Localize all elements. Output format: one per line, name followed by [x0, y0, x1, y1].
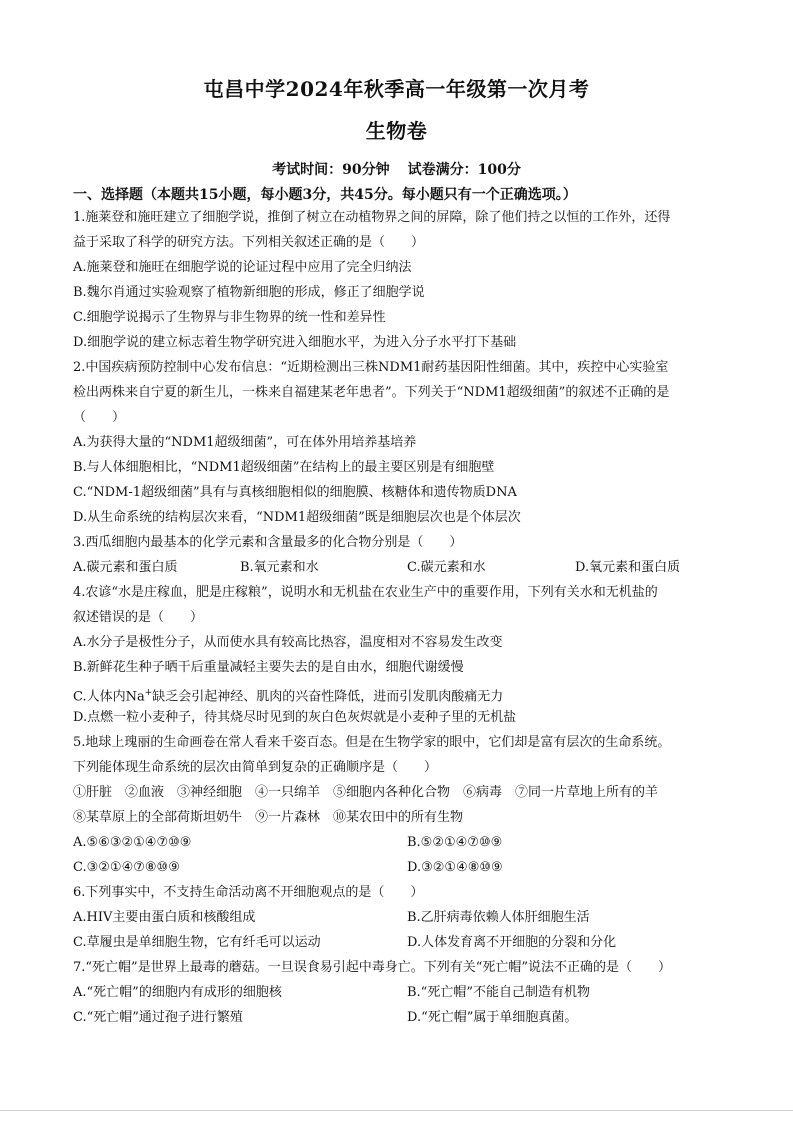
question-1-option-a: A.施莱登和施旺在细胞学说的论证过程中应用了完全归纳法: [73, 260, 412, 275]
exam-time: 考试时间：90分钟: [272, 162, 390, 178]
question-6-stem: 6.下列事实中，不支持生命活动离不开细胞观点的是（ ）: [73, 885, 424, 900]
question-4-option-b: B.新鲜花生种子晒干后重量减轻主要失去的是自由水，细胞代谢缓慢: [73, 660, 464, 675]
page-bottom-divider: [0, 1110, 793, 1111]
question-1-option-b: B.魏尔肖通过实验观察了植物新细胞的形成，修正了细胞学说: [73, 285, 425, 300]
question-5-option-b: B.⑤②①④⑦⑩⑨: [407, 835, 503, 850]
question-6-option-c: C.草履虫是单细胞生物，它有纤毛可以运动: [73, 935, 321, 950]
question-5-option-a: A.⑤⑥③②①④⑦⑩⑨: [73, 835, 192, 850]
question-3-stem: 3.西瓜细胞内最基本的化学元素和含量最多的化合物分别是（ ）: [73, 535, 463, 550]
question-2-option-c: C.“NDM-1超级细菌”具有与真核细胞相似的细胞膜、核糖体和遗传物质DNA: [73, 485, 517, 500]
question-4-option-c-post: 缺乏会引起神经、肌肉的兴奋性降低，进而引发肌肉酸痛无力: [152, 689, 504, 705]
question-2-option-a: A.为获得大量的“NDM1超级细菌”，可在体外用培养基培养: [73, 435, 417, 450]
question-4-option-c-pre: C.人体内Na: [73, 689, 145, 705]
question-5-option-c: C.③②①④⑦⑧⑩⑨: [73, 860, 180, 875]
question-2-option-d: D.从生命系统的结构层次来看，“NDM1超级细菌”既是细胞层次也是个体层次: [73, 510, 521, 525]
question-4-stem-line-1: 4.农谚“水是庄稼血，肥是庄稼粮”，说明水和无机盐在农业生产中的重要作用，下列有关水和无机盐的: [73, 585, 658, 600]
exam-title: 屯昌中学2024年秋季高一年级第一次月考: [203, 77, 590, 101]
question-7-option-a: A.“死亡帽”的细胞内有成形的细胞核: [73, 985, 282, 1000]
question-6-option-d: D.人体发育离不开细胞的分裂和分化: [407, 935, 617, 950]
question-2-stem-line-1: 2.中国疾病预防控制中心发布信息：“近期检测出三株NDM1耐药基因阳性细菌。其中，疾控中心实验室: [73, 360, 669, 375]
question-1-stem-line-2: 益于采取了科学的研究方法。下列相关叙述正确的是（ ）: [73, 235, 425, 250]
question-5-items-line-2: ⑧某草原上的全部荷斯坦奶牛 ⑨一片森林 ⑩某农田中的所有生物: [73, 810, 464, 825]
question-1-option-d: D.细胞学说的建立标志着生物学研究进入细胞水平，为进入分子水平打下基础: [73, 335, 517, 350]
question-7-stem: 7.“死亡帽”是世界上最毒的蘑菇。一旦误食易引起中毒身亡。下列有关“死亡帽”说法不正确的是（ ）: [73, 960, 671, 975]
question-5-option-d: D.③②①④⑧⑩⑨: [407, 860, 503, 875]
exam-score: 试卷满分：100分: [407, 162, 521, 178]
question-7-option-c: C.“死亡帽”通过孢子进行繁殖: [73, 1010, 243, 1025]
question-4-option-c-superscript: +: [144, 688, 153, 698]
question-7-option-d: D.“死亡帽”属于单细胞真菌。: [407, 1010, 578, 1025]
question-4-option-d: D.点燃一粒小麦种子，待其烧尽时见到的灰白色灰烬就是小麦种子里的无机盐: [73, 710, 517, 725]
question-1-option-c: C.细胞学说揭示了生物界与非生物界的统一性和差异性: [73, 310, 386, 325]
exam-meta: [0, 160, 793, 180]
question-4-stem-line-2: 叙述错误的是（ ）: [73, 610, 204, 625]
question-2-stem-line-3: （ ）: [73, 410, 126, 425]
question-3-option-c: C.碳元素和水: [407, 560, 486, 575]
question-4-option-c: [73, 683, 723, 707]
question-2-option-b: B.与人体细胞相比，“NDM1超级细菌”在结构上的最主要区别是有细胞壁: [73, 460, 495, 475]
question-5-stem-line-2: 下列能体现生命系统的层次由简单到复杂的正确顺序是（ ）: [73, 760, 438, 775]
question-7-option-b: B.“死亡帽”不能自己制造有机物: [407, 985, 590, 1000]
question-4-option-a: A.水分子是极性分子，从而使水具有较高比热容，温度相对不容易发生改变: [73, 635, 503, 650]
question-5-stem-line-1: 5.地球上瑰丽的生命画卷在常人看来千姿百态。但是在生物学家的眼中，它们却是富有层次的生命系统。: [73, 735, 671, 750]
question-1-stem-line-1: 1.施莱登和施旺建立了细胞学说，推倒了树立在动植物界之间的屏障，除了他们持之以恒的工作外，还得: [73, 210, 671, 225]
question-6-option-b: B.乙肝病毒依赖人体肝细胞生活: [407, 910, 590, 925]
question-3-option-a: A.碳元素和蛋白质: [73, 560, 178, 575]
question-2-stem-line-2: 检出两株来自宁夏的新生儿，一株来自福建某老年患者”。下列关于“NDM1超级细菌”的叙述不正确的是: [73, 385, 670, 400]
section-heading: 一、选择题（本题共15小题，每小题3分，共45分。每小题只有一个正确选项。）: [73, 187, 577, 203]
question-6-option-a: A.HIV主要由蛋白质和核酸组成: [73, 910, 256, 925]
question-5-items-line-1: ①肝脏 ②血液 ③神经细胞 ④一只绵羊 ⑤细胞内各种化合物 ⑥病毒 ⑦同一片草地上所有的羊: [73, 785, 659, 800]
question-3-option-d: D.氧元素和蛋白质: [575, 560, 681, 575]
exam-subject: 生物卷: [365, 119, 428, 143]
question-3-option-b: B.氧元素和水: [240, 560, 319, 575]
